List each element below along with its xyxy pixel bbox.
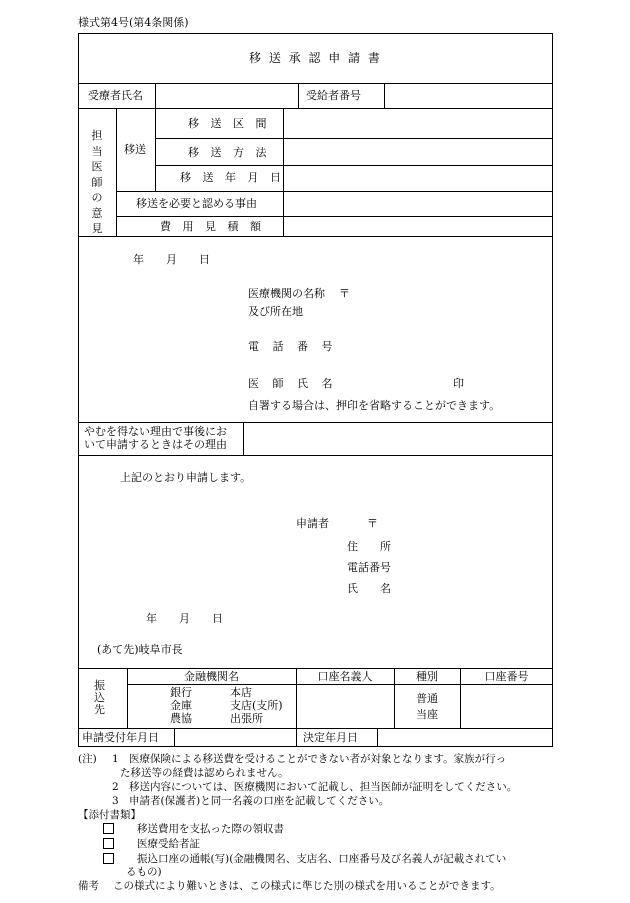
attachment-item: [103, 823, 118, 837]
late-reason-field[interactable]: [244, 423, 551, 454]
cost-estimate-field[interactable]: [284, 217, 551, 235]
applicant-label: 申請者: [296, 517, 329, 530]
transport-label: 移送: [124, 143, 146, 156]
cost-estimate-label: 費 用 見 積 額: [160, 220, 265, 233]
bank-type-shinkin: 金庫: [170, 699, 192, 712]
transport-reason-field[interactable]: [284, 192, 551, 215]
late-reason-label: やむを得ない理由で事後にお いて申請するときはその理由: [84, 425, 227, 451]
transport-date-label: 移 送 年 月 日: [180, 171, 285, 184]
bank-type-bank: 銀行: [170, 686, 192, 699]
notes-label: (注): [78, 753, 97, 765]
transport-method-field[interactable]: [284, 139, 551, 164]
applicant-postal-mark: 〒: [367, 517, 378, 530]
attachment-text: 医療受給者証: [137, 838, 200, 850]
account-number-header: 口座番号: [484, 670, 529, 683]
recipient-number-label: 受給者番号: [306, 89, 361, 102]
transport-section-field[interactable]: [284, 109, 551, 137]
decision-date-field[interactable]: [378, 729, 551, 745]
branch-type-main: 本店: [230, 686, 252, 699]
doctor-name-label: 医 師 氏 名: [248, 377, 338, 390]
institution-address-label: 及び所在地: [248, 305, 303, 318]
divider: [78, 236, 553, 237]
note-text: 医療保険による移送費を受けることができない者が対象となります。家族が行っ: [129, 753, 507, 765]
form-title: 移 送 承 認 申 請 書: [249, 51, 382, 65]
account-holder-field[interactable]: [297, 685, 393, 727]
patient-name-label: 受療者氏名: [88, 89, 143, 102]
account-type-current: 当座: [416, 708, 438, 721]
note-number: 3: [112, 795, 119, 807]
branch-type-branch: 支店(支所): [230, 699, 283, 712]
transfer-destination-label: 振込先: [94, 679, 105, 716]
received-date-label: 申請受付年月日: [82, 731, 159, 744]
transport-reason-label: 移送を必要と認める事由: [136, 197, 257, 210]
account-number-field[interactable]: [461, 685, 551, 727]
divider: [78, 668, 553, 669]
doctor-opinion-label: 担当医師の意見: [91, 129, 103, 235]
patient-name-field[interactable]: [156, 84, 297, 107]
signature-note: 自署する場合は、押印を省略することができます。: [248, 399, 501, 412]
note-number: 2: [112, 781, 119, 793]
attachment-text-cont: るもの): [126, 866, 162, 878]
remarks-label: 備考: [78, 880, 99, 892]
institution-phone-label: 電 話 番 号: [248, 340, 338, 353]
application-statement: 上記のとおり申請します。: [120, 471, 252, 484]
bank-type-nokyo: 農協: [170, 712, 192, 725]
attachment-item: [103, 838, 118, 852]
applicant-name-label: 氏 名: [347, 582, 391, 595]
attachment-item: [103, 853, 118, 867]
application-date: 年 月 日: [146, 612, 223, 625]
decision-date-label: 決定年月日: [303, 731, 358, 744]
form-number: 様式第4号(第4条関係): [78, 16, 189, 29]
remarks-text: この様式により難いときは、この様式に準じた別の様式を用いることができます。: [113, 880, 501, 892]
transport-method-label: 移 送 方 法: [188, 146, 271, 159]
transport-date-field[interactable]: [284, 166, 551, 190]
account-type-ordinary: 普通: [416, 692, 438, 705]
seal-mark: 印: [453, 377, 464, 390]
account-type-header: 種別: [416, 670, 438, 683]
checkbox[interactable]: [103, 823, 114, 834]
account-holder-header: 口座名義人: [317, 670, 373, 683]
applicant-phone-label: 電話番号: [347, 561, 391, 574]
postal-mark: 〒: [339, 287, 350, 300]
attachment-text: 移送費用を支払った際の領収書: [137, 823, 284, 835]
transport-section-label: 移 送 区 間: [188, 117, 271, 130]
recipient-number-field[interactable]: [385, 84, 551, 107]
note-text-cont: た移送等の経費は認められません。: [120, 767, 289, 779]
certification-date: 年 月 日: [133, 253, 210, 266]
branch-type-office: 出張所: [230, 712, 263, 725]
divider: [78, 455, 553, 456]
checkbox[interactable]: [103, 853, 114, 864]
addressee: (あて先)岐阜市長: [97, 643, 183, 656]
checkbox[interactable]: [103, 838, 114, 849]
attachment-text: 振込口座の通帳(写)(金融機関名、支店名、口座番号及び名義人が記載されてい: [137, 853, 507, 865]
attachments-label: 【添付書類】: [78, 809, 141, 821]
bank-name-header: 金融機関名: [184, 670, 239, 683]
note-text: 申請者(保護者)と同一名義の口座を記載してください。: [129, 795, 390, 807]
note-text: 移送内容については、医療機関において記載し、担当医師が証明をしてください。: [129, 781, 518, 793]
note-number: 1: [112, 753, 119, 765]
applicant-address-label: 住 所: [347, 540, 391, 553]
received-date-field[interactable]: [175, 729, 295, 745]
institution-name-label: 医療機関の名称: [248, 287, 325, 300]
